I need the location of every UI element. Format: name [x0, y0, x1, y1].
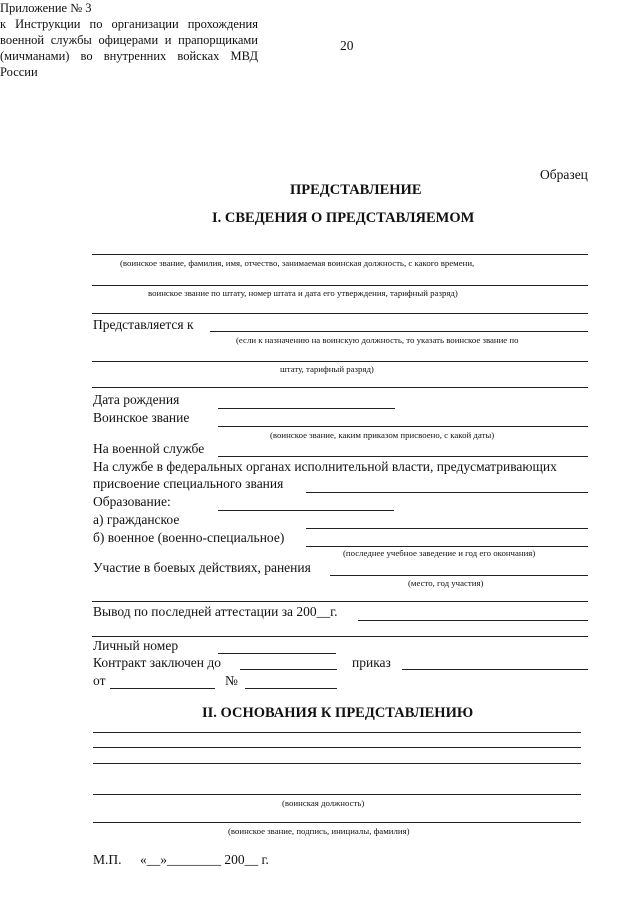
appendix-block	[0, 0, 258, 80]
section1-title: I. СВЕДЕНИЯ О ПРЕДСТАВЛЯЕМОМ	[212, 210, 475, 226]
line-in-service[interactable]	[218, 456, 588, 457]
section2-title: II. ОСНОВАНИЯ К ПРЕДСТАВЛЕНИЮ	[202, 705, 474, 721]
line-order-date[interactable]	[110, 688, 215, 689]
line-rank-name[interactable]	[92, 254, 588, 255]
line-attestation[interactable]	[358, 620, 588, 621]
line-signature[interactable]	[93, 822, 581, 823]
line-blank-1[interactable]	[92, 313, 588, 314]
line-blank-3[interactable]	[92, 601, 588, 602]
line-blank-2[interactable]	[92, 387, 588, 388]
presented-to-label: Представляется к	[93, 317, 194, 332]
hint-presented-1: (если к назначению на воинскую должность, то указать воинское звание по	[236, 335, 519, 345]
page-number: 20	[340, 38, 354, 53]
military-rank-label: Воинское звание	[93, 410, 190, 425]
hint-education: (последнее учебное заведение и год его окончания)	[343, 548, 536, 558]
hint-rank: (воинское звание, каким приказом присвоено, с какой даты)	[270, 430, 495, 440]
attestation-label: Вывод по последней аттестации за 200__г.	[93, 604, 338, 619]
order-label: приказ	[352, 655, 391, 670]
line-presented-2[interactable]	[92, 361, 588, 362]
birth-date-label: Дата рождения	[93, 392, 180, 407]
combat-label: Участие в боевых действиях, ранения	[93, 560, 311, 575]
line-personal-number[interactable]	[218, 653, 336, 654]
doc-title: ПРЕДСТАВЛЕНИЕ	[290, 182, 422, 198]
number-sign: №	[225, 673, 238, 688]
education-label: Образование:	[93, 494, 171, 509]
edu-military-label: б) военное (военно-специальное)	[93, 530, 285, 545]
line-birth-date[interactable]	[218, 408, 395, 409]
line-blank-4[interactable]	[92, 636, 588, 637]
hint-combat: (место, год участия)	[408, 578, 484, 588]
edu-civil-label: а) гражданское	[93, 512, 180, 527]
stamp-date: «__»________ 200__ г.	[140, 852, 269, 867]
in-service-label: На военной службе	[93, 441, 205, 456]
line-education[interactable]	[218, 510, 394, 511]
hint-rank-name: (воинское звание, фамилия, имя, отчество, занимаемая воинская должность, с какого времени,	[120, 258, 475, 268]
line-contract-date[interactable]	[240, 669, 337, 670]
line-position[interactable]	[93, 794, 581, 795]
sample-label: Образец	[540, 167, 588, 182]
hint-position: (воинская должность)	[282, 798, 365, 808]
federal-service-line1: На службе в федеральных органах исполнительной власти, предусматривающих	[93, 459, 557, 474]
hint-signature: (воинское звание, подпись, инициалы, фамилия)	[228, 826, 410, 836]
personal-number-label: Личный номер	[93, 638, 179, 653]
stamp-mp: М.П.	[93, 852, 122, 867]
line-edu-civil[interactable]	[306, 528, 588, 529]
federal-service-line2: присвоение специального звания	[93, 476, 284, 491]
line-federal-service[interactable]	[306, 492, 588, 493]
line-edu-military[interactable]	[306, 546, 588, 547]
line-presented-to[interactable]	[210, 331, 588, 332]
appendix-title: Приложение № 3	[0, 1, 92, 15]
appendix-text: к Инструкции по организации прохождения военной службы офицерами и прапорщиками (мичманами) во внутренних войсках МВД России	[0, 17, 258, 79]
line-combat[interactable]	[330, 575, 588, 576]
line-staff-rank[interactable]	[92, 285, 588, 286]
line-basis-2[interactable]	[93, 747, 581, 748]
hint-presented-2: штату, тарифный разряд)	[280, 364, 374, 374]
hint-staff-rank: воинское звание по штату, номер штата и дата его утверждения, тарифный разряд)	[148, 288, 458, 298]
line-order[interactable]	[402, 669, 588, 670]
line-military-rank[interactable]	[218, 426, 588, 427]
line-order-number[interactable]	[245, 688, 337, 689]
line-basis-3[interactable]	[93, 763, 581, 764]
line-basis-1[interactable]	[93, 732, 581, 733]
contract-label: Контракт заключен до	[93, 655, 221, 670]
from-label: от	[93, 673, 106, 688]
